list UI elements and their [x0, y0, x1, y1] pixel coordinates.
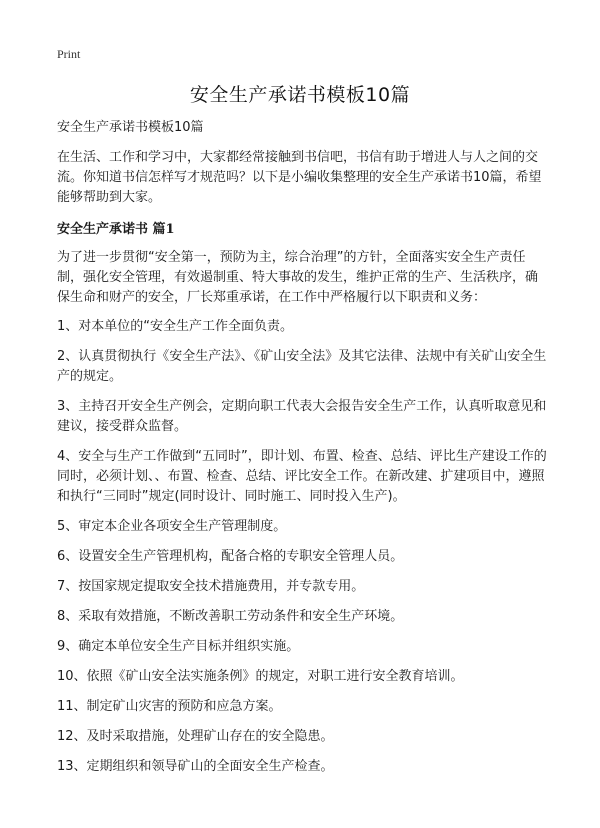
list-item: 5、审定本企业各项安全生产管理制度。 [57, 519, 287, 534]
document-body [57, 118, 547, 787]
list-item: 6、设置安全生产管理机构，配备合格的专职安全管理人员。 [57, 549, 404, 564]
list-item: 9、确定本单位安全生产目标并组织实施。 [57, 639, 300, 654]
section-heading: 安全生产承诺书 篇1 [57, 222, 175, 237]
list-item: 12、及时采取措施，处理矿山存在的安全隐患。 [57, 729, 334, 744]
section-opening-paragraph: 为了进一步贯彻“安全第一，预防为主，综合治理”的方针，全面落实安全生产责任制，强化安全管理，有效遏制重、特大事故的发生，维护正常的生产、生活秩序，确保生命和财产的安全，厂长郑重承诺，在工作中严格履行以下职责和义务： [57, 250, 539, 305]
list-item: 2、认真贯彻执行《安全生产法》、《矿山安全法》及其它法律、法规中有关矿山安全生产的规定。 [57, 349, 547, 384]
list-item: 8、采取有效措施，不断改善职工劳动条件和安全生产环境。 [57, 609, 404, 624]
document-subtitle: 安全生产承诺书模板10篇 [57, 120, 204, 135]
list-item: 7、按国家规定提取安全技术措施费用，并专款专用。 [57, 579, 365, 594]
print-link[interactable]: Print [57, 47, 81, 61]
intro-paragraph: 在生活、工作和学习中，大家都经常接触到书信吧，书信有助于增进人与人之间的交流。你知道书信怎样写才规范吗？以下是小编收集整理的安全生产承诺书10篇，希望能够帮助到大家。 [57, 150, 542, 205]
document-title: 安全生产承诺书模板10篇 [189, 84, 411, 106]
list-item: 13、定期组织和领导矿山的全面安全生产检查。 [57, 759, 334, 774]
list-item: 10、依照《矿山安全法实施条例》的规定，对职工进行安全教育培训。 [57, 669, 464, 684]
list-item: 3、主持召开安全生产例会，定期向职工代表大会报告安全生产工作，认真听取意见和建议，接受群众监督。 [57, 399, 547, 434]
list-item: 1、对本单位的“安全生产工作全面负责。 [57, 319, 294, 334]
list-item: 4、安全与生产工作做到“五同时”，即计划、布置、检查、总结、评比生产建设工作的同时，必须计划、、布置、检查、总结、评比安全工作。在新改建、扩建项目中，遵照和执行“三同时”规定(同时设计、同时施工、同时投入生产)。 [57, 449, 547, 504]
list-item: 11、制定矿山灾害的预防和应急方案。 [57, 699, 282, 714]
